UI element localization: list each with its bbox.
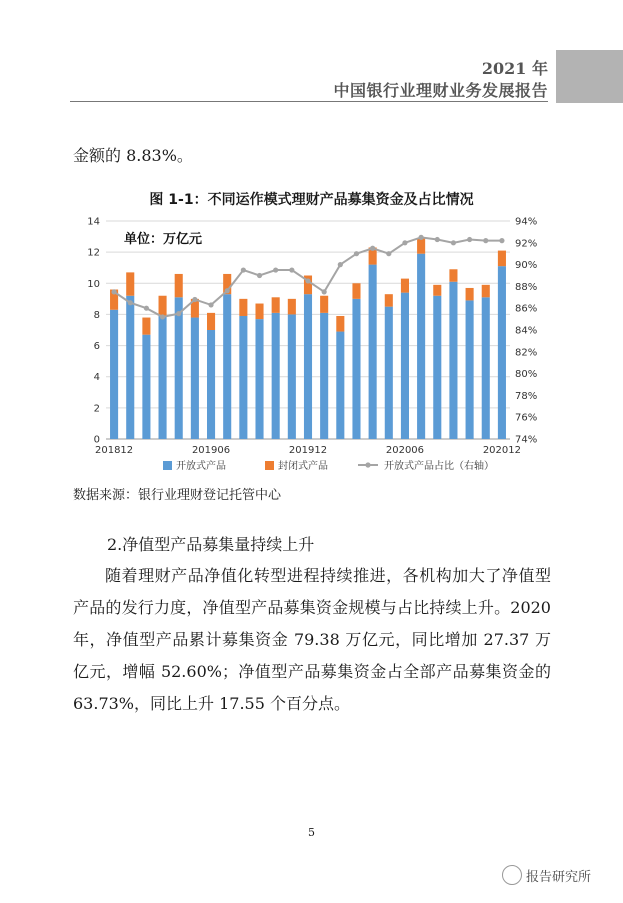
- bar-open: [482, 297, 490, 439]
- line-point: [402, 240, 407, 245]
- bar-closed: [498, 251, 506, 267]
- line-point: [176, 311, 181, 316]
- bar-open: [498, 266, 506, 439]
- line-point: [435, 237, 440, 242]
- bar-open: [320, 313, 328, 439]
- header-rule: [70, 101, 548, 102]
- bar-open: [223, 294, 231, 439]
- watermark-label: 报告研究所: [526, 869, 592, 885]
- bar-closed: [336, 316, 344, 332]
- bar-open: [255, 319, 263, 439]
- line-point: [160, 314, 165, 319]
- legend-label-closed: 封闭式产品: [278, 461, 328, 472]
- line-point: [208, 302, 213, 307]
- y-left-tick-label: 2: [93, 403, 100, 415]
- bar-open: [142, 335, 150, 439]
- bar-closed: [126, 272, 134, 295]
- y-right-tick-label: 76%: [515, 412, 538, 424]
- bar-closed: [142, 318, 150, 335]
- bar-closed: [255, 304, 263, 320]
- line-point: [386, 251, 391, 256]
- line-point: [370, 246, 375, 251]
- y-left-tick-label: 10: [87, 278, 100, 290]
- x-tick-label: 201912: [288, 445, 328, 456]
- line-point: [289, 267, 294, 272]
- legend-swatch-closed: [265, 461, 274, 470]
- y-left-tick-label: 12: [87, 247, 100, 259]
- paragraph-continuation: 金额的 8.83%。: [73, 146, 193, 165]
- y-right-tick-label: 94%: [515, 216, 538, 228]
- bar-open: [126, 296, 134, 439]
- bar-closed: [207, 313, 215, 330]
- y-right-tick-label: 78%: [515, 390, 538, 402]
- bar-open: [336, 332, 344, 439]
- line-point: [273, 267, 278, 272]
- line-point: [225, 288, 230, 293]
- bar-closed: [320, 296, 328, 313]
- legend-label-open: 开放式产品: [176, 461, 226, 472]
- x-tick-label: 201906: [191, 445, 231, 456]
- section-heading: 2.净值型产品募集量持续上升: [107, 535, 315, 554]
- line-point: [192, 297, 197, 302]
- data-source: 数据来源：银行业理财登记托管中心: [73, 488, 282, 503]
- bar-closed: [401, 279, 409, 293]
- bar-closed: [466, 288, 474, 300]
- bar-open: [175, 297, 183, 439]
- line-point: [111, 289, 116, 294]
- bar-open: [433, 296, 441, 439]
- bar-closed: [449, 269, 457, 281]
- legend-marker-share: [365, 462, 370, 467]
- line-point: [338, 262, 343, 267]
- bar-closed: [433, 285, 441, 296]
- bar-closed: [352, 283, 360, 299]
- body-paragraph: 随着理财产品净值化转型进程持续推进，各机构加大了净值型产品的发行力度，净值型产品募集资金规模与占比持续上升。2020 年，净值型产品累计募集资金 79.38 万亿元，同比增加 27.37 万亿元，增幅 52.60%；净值型产品募集资金占全部产品募集资金的 63.73%，同比上升 17.55 个百分点。: [73, 566, 551, 713]
- line-point: [305, 278, 310, 283]
- bar-open: [369, 265, 377, 439]
- line-point: [467, 237, 472, 242]
- line-point: [257, 273, 262, 278]
- line-point: [419, 235, 424, 240]
- bar-closed: [417, 238, 425, 254]
- unit-label: 单位：万亿元: [124, 232, 203, 247]
- bar-closed: [159, 296, 167, 316]
- bar-open: [239, 316, 247, 439]
- bar-closed: [482, 285, 490, 297]
- y-left-tick-label: 0: [93, 434, 100, 446]
- line-point: [322, 289, 327, 294]
- bar-closed: [239, 299, 247, 316]
- bar-open: [207, 330, 215, 439]
- bar-open: [288, 314, 296, 439]
- bar-open: [272, 313, 280, 439]
- line-point: [451, 240, 456, 245]
- x-tick-label: 201812: [94, 445, 134, 456]
- bar-open: [191, 318, 199, 439]
- bar-open: [110, 310, 118, 439]
- header-block: [556, 50, 623, 103]
- line-point: [128, 300, 133, 305]
- bar-open: [385, 307, 393, 439]
- bar-open: [449, 282, 457, 439]
- y-right-tick-label: 90%: [515, 260, 538, 272]
- wechat-icon: [502, 865, 522, 885]
- legend-swatch-open: [163, 461, 172, 470]
- line-point: [354, 251, 359, 256]
- figure-title: 图 1-1：不同运作模式理财产品募集资金及占比情况: [149, 192, 474, 208]
- line-point: [241, 267, 246, 272]
- legend-label-share: 开放式产品占比（右轴）: [384, 461, 494, 472]
- x-tick-label: 202012: [482, 445, 522, 456]
- page-number: 5: [308, 826, 315, 839]
- header-title: 中国银行业理财业务发展报告: [333, 81, 548, 100]
- x-tick-label: 202006: [385, 445, 425, 456]
- y-right-tick-label: 88%: [515, 281, 538, 293]
- line-point: [483, 238, 488, 243]
- y-right-tick-label: 86%: [515, 303, 538, 315]
- bar-open: [417, 254, 425, 439]
- bar-closed: [385, 294, 393, 306]
- y-right-tick-label: 84%: [515, 325, 538, 337]
- y-left-tick-label: 14: [87, 216, 100, 228]
- header-year: 2021 年: [481, 59, 548, 78]
- y-right-tick-label: 92%: [515, 238, 538, 250]
- bar-line-chart: [80, 210, 550, 480]
- y-right-tick-label: 74%: [515, 434, 538, 446]
- bar-open: [352, 299, 360, 439]
- bar-open: [401, 293, 409, 439]
- bar-closed: [272, 297, 280, 313]
- y-right-tick-label: 82%: [515, 347, 538, 359]
- line-point: [499, 238, 504, 243]
- bar-closed: [288, 299, 296, 315]
- bar-open: [466, 300, 474, 439]
- y-left-tick-label: 8: [93, 309, 100, 321]
- bar-open: [304, 294, 312, 439]
- y-left-tick-label: 6: [93, 341, 100, 353]
- y-left-tick-label: 4: [93, 372, 100, 384]
- line-point: [144, 306, 149, 311]
- bar-open: [159, 316, 167, 439]
- bar-closed: [175, 274, 183, 297]
- watermark: [502, 865, 591, 885]
- y-right-tick-label: 80%: [515, 369, 538, 381]
